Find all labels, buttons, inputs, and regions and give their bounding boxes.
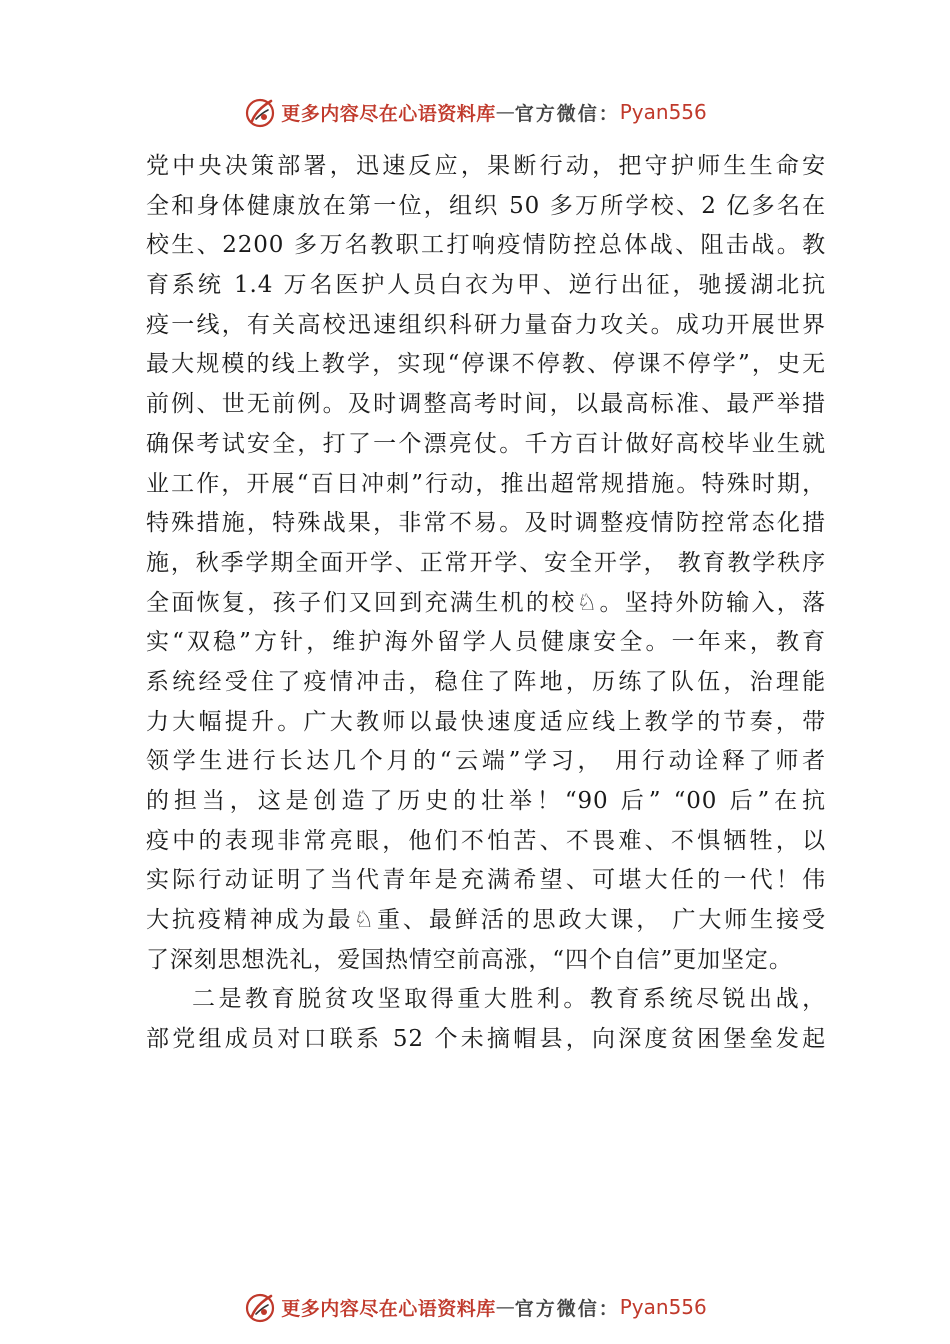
header-separator: —: [495, 101, 515, 123]
header-wechat-label: 官方微信：: [514, 102, 620, 125]
text-line: 的担当，这是创造了历史的壮举！“90 后” “00 后”在抗: [146, 788, 826, 814]
text-line: 校生、2200 多万名教职工打响疫情防控总体战、阻击战。教: [146, 232, 826, 259]
footer-wechat-label: 官方微信：: [514, 1297, 620, 1320]
text-line: 系统经受住了疫情冲击，稳住了阵地，历练了队伍，治理能: [146, 668, 826, 695]
text-line: 大抗疫精神成为最♘重、最鲜活的思政大课， 广大师生接受: [146, 907, 826, 934]
text-line: 最大规模的线上教学，实现“停课不停教、停课不停学”，史无: [146, 351, 826, 378]
text-line: 实际行动证明了当代青年是充满希望、可堪大任的一代！伟: [146, 867, 826, 894]
text-line: 二是教育脱贫攻坚取得重大胜利。教育系统尽锐出战，: [192, 986, 826, 1013]
text-line: 部党组成员对口联系 52 个未摘帽县，向深度贫困堡垒发起: [146, 1026, 826, 1053]
text-line: 确保考试安全，打了一个漂亮仗。千方百计做好高校毕业生就: [146, 430, 826, 457]
brand-logo-icon: [243, 95, 277, 129]
text-line: 特殊措施，特殊战果，非常不易。及时调整疫情防控常态化措: [146, 510, 826, 537]
header-brand-text: 更多内容尽在心语资料库: [281, 102, 496, 125]
header-wechat-id: Pyan556: [619, 100, 707, 124]
page-header-banner: [0, 92, 950, 132]
text-line: 全和身体健康放在第一位，组织 50 多万所学校、2 亿多名在: [146, 192, 826, 219]
document-body: [146, 147, 826, 1060]
text-line: 了深刻思想洗礼，爱国热情空前高涨，“四个自信”更加坚定。: [146, 946, 793, 973]
paragraph-1: [146, 147, 826, 980]
text-line: 育系统 1.4 万名医护人员白衣为甲、逆行出征，驰援湖北抗: [146, 272, 826, 299]
text-line: 疫一线，有关高校迅速组织科研力量奋力攻关。成功开展世界: [146, 311, 826, 338]
text-line: 实“双稳”方针，维护海外留学人员健康安全。一年来，教育: [146, 629, 826, 656]
text-line: 前例、世无前例。及时调整高考时间，以最高标准、最严举措: [146, 391, 826, 418]
footer-brand-text: 更多内容尽在心语资料库: [281, 1297, 496, 1320]
paragraph-2: [146, 980, 826, 1059]
text-line: 业工作，开展“百日冲刺”行动，推出超常规措施。特殊时期，: [146, 470, 826, 497]
text-line: 党中央决策部署，迅速反应，果断行动，把守护师生生命安: [146, 153, 826, 179]
text-line: 全面恢复，孩子们又回到充满生机的校♘。坚持外防输入，落: [146, 589, 826, 616]
text-line: 力大幅提升。广大教师以最快速度适应线上教学的节奏，带: [146, 708, 826, 735]
footer-separator: —: [495, 1296, 515, 1318]
footer-wechat-id: Pyan556: [619, 1295, 707, 1319]
text-line: 疫中的表现非常亮眼，他们不怕苦、不畏难、不惧牺牲，以: [146, 827, 826, 854]
text-line: 施，秋季学期全面开学、正常开学、安全开学， 教育教学秩序: [146, 549, 826, 576]
text-line: 领学生进行长达几个月的“云端”学习， 用行动诠释了师者: [146, 748, 826, 775]
brand-logo-icon: [243, 1290, 277, 1324]
page-footer-banner: [0, 1287, 950, 1327]
